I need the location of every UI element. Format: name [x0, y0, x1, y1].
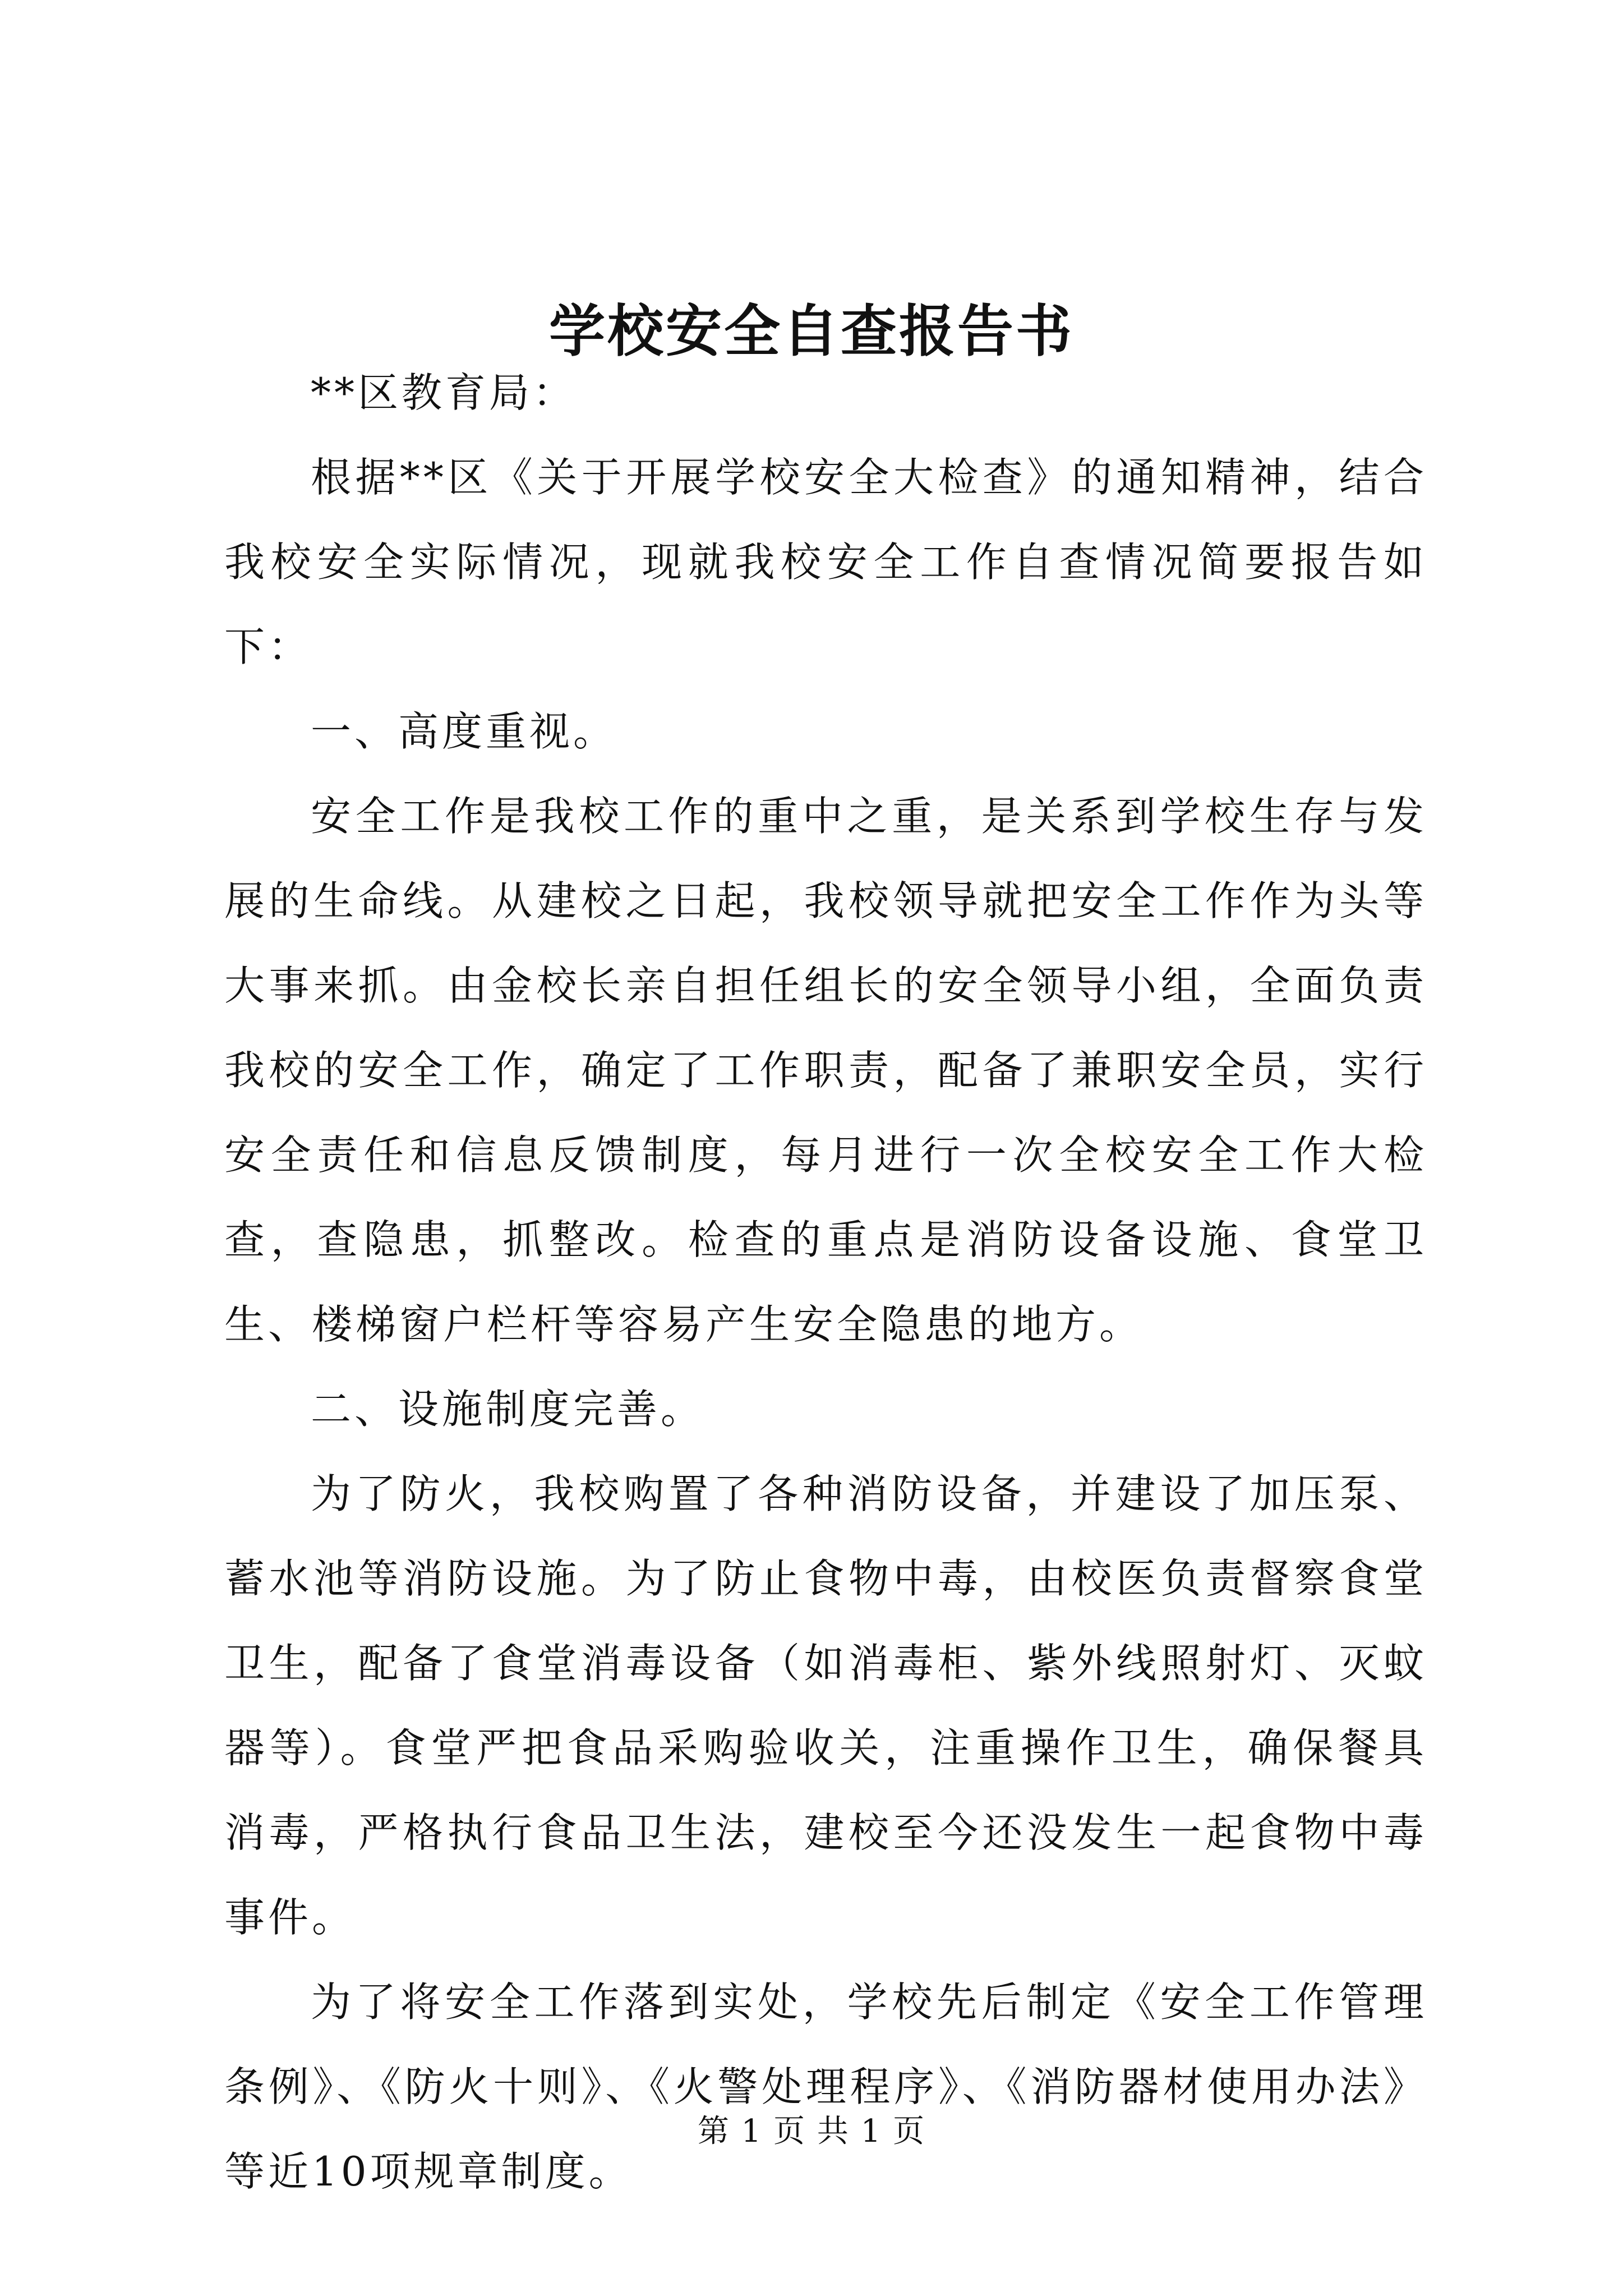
- intro-paragraph: 根据**区《关于开展学校安全大检查》的通知精神，结合我校安全实际情况，现就我校安全工作自查情况简要报告如下：: [224, 454, 1427, 670]
- section-heading-1: 一、高度重视。: [311, 708, 617, 755]
- body-paragraph: 为了防火，我校购置了各种消防设备，并建设了加压泵、蓄水池等消防设施。为了防止食物中毒，由校医负责督察食堂卫生，配备了食堂消毒设备（如消毒柜、紫外线照射灯、灭蚊器等）。食堂严把食品采购验收关，注重操作卫生，确保餐具消毒，严格执行食品卫生法，建校至今还没发生一起食物中毒事件。: [224, 1470, 1427, 1941]
- document-body: [224, 351, 1427, 2214]
- section-heading-2: 二、设施制度完善。: [311, 1386, 705, 1433]
- body-paragraph: 安全工作是我校工作的重中之重，是关系到学校生存与发展的生命线。从建校之日起，我校领导就把安全工作作为头等大事来抓。由金校长亲自担任组长的安全领导小组，全面负责我校的安全工作，确定了工作职责，配备了兼职安全员，实行安全责任和信息反馈制度，每月进行一次全校安全工作大检查，查隐患，抓整改。检查的重点是消防设备设施、食堂卫生、楼梯窗户栏杆等容易产生安全隐患的地方。: [224, 793, 1427, 1348]
- page-footer: 第 1 页 共 1 页: [697, 2113, 926, 2150]
- salutation: **区教育局：: [311, 369, 577, 416]
- document-title: 学校安全自查报告书: [549, 298, 1074, 364]
- body-paragraph: 为了将安全工作落到实处，学校先后制定《安全工作管理条例》、《防火十则》、《火警处理程序》、《消防器材使用办法》等近10项规章制度。: [224, 1978, 1427, 2195]
